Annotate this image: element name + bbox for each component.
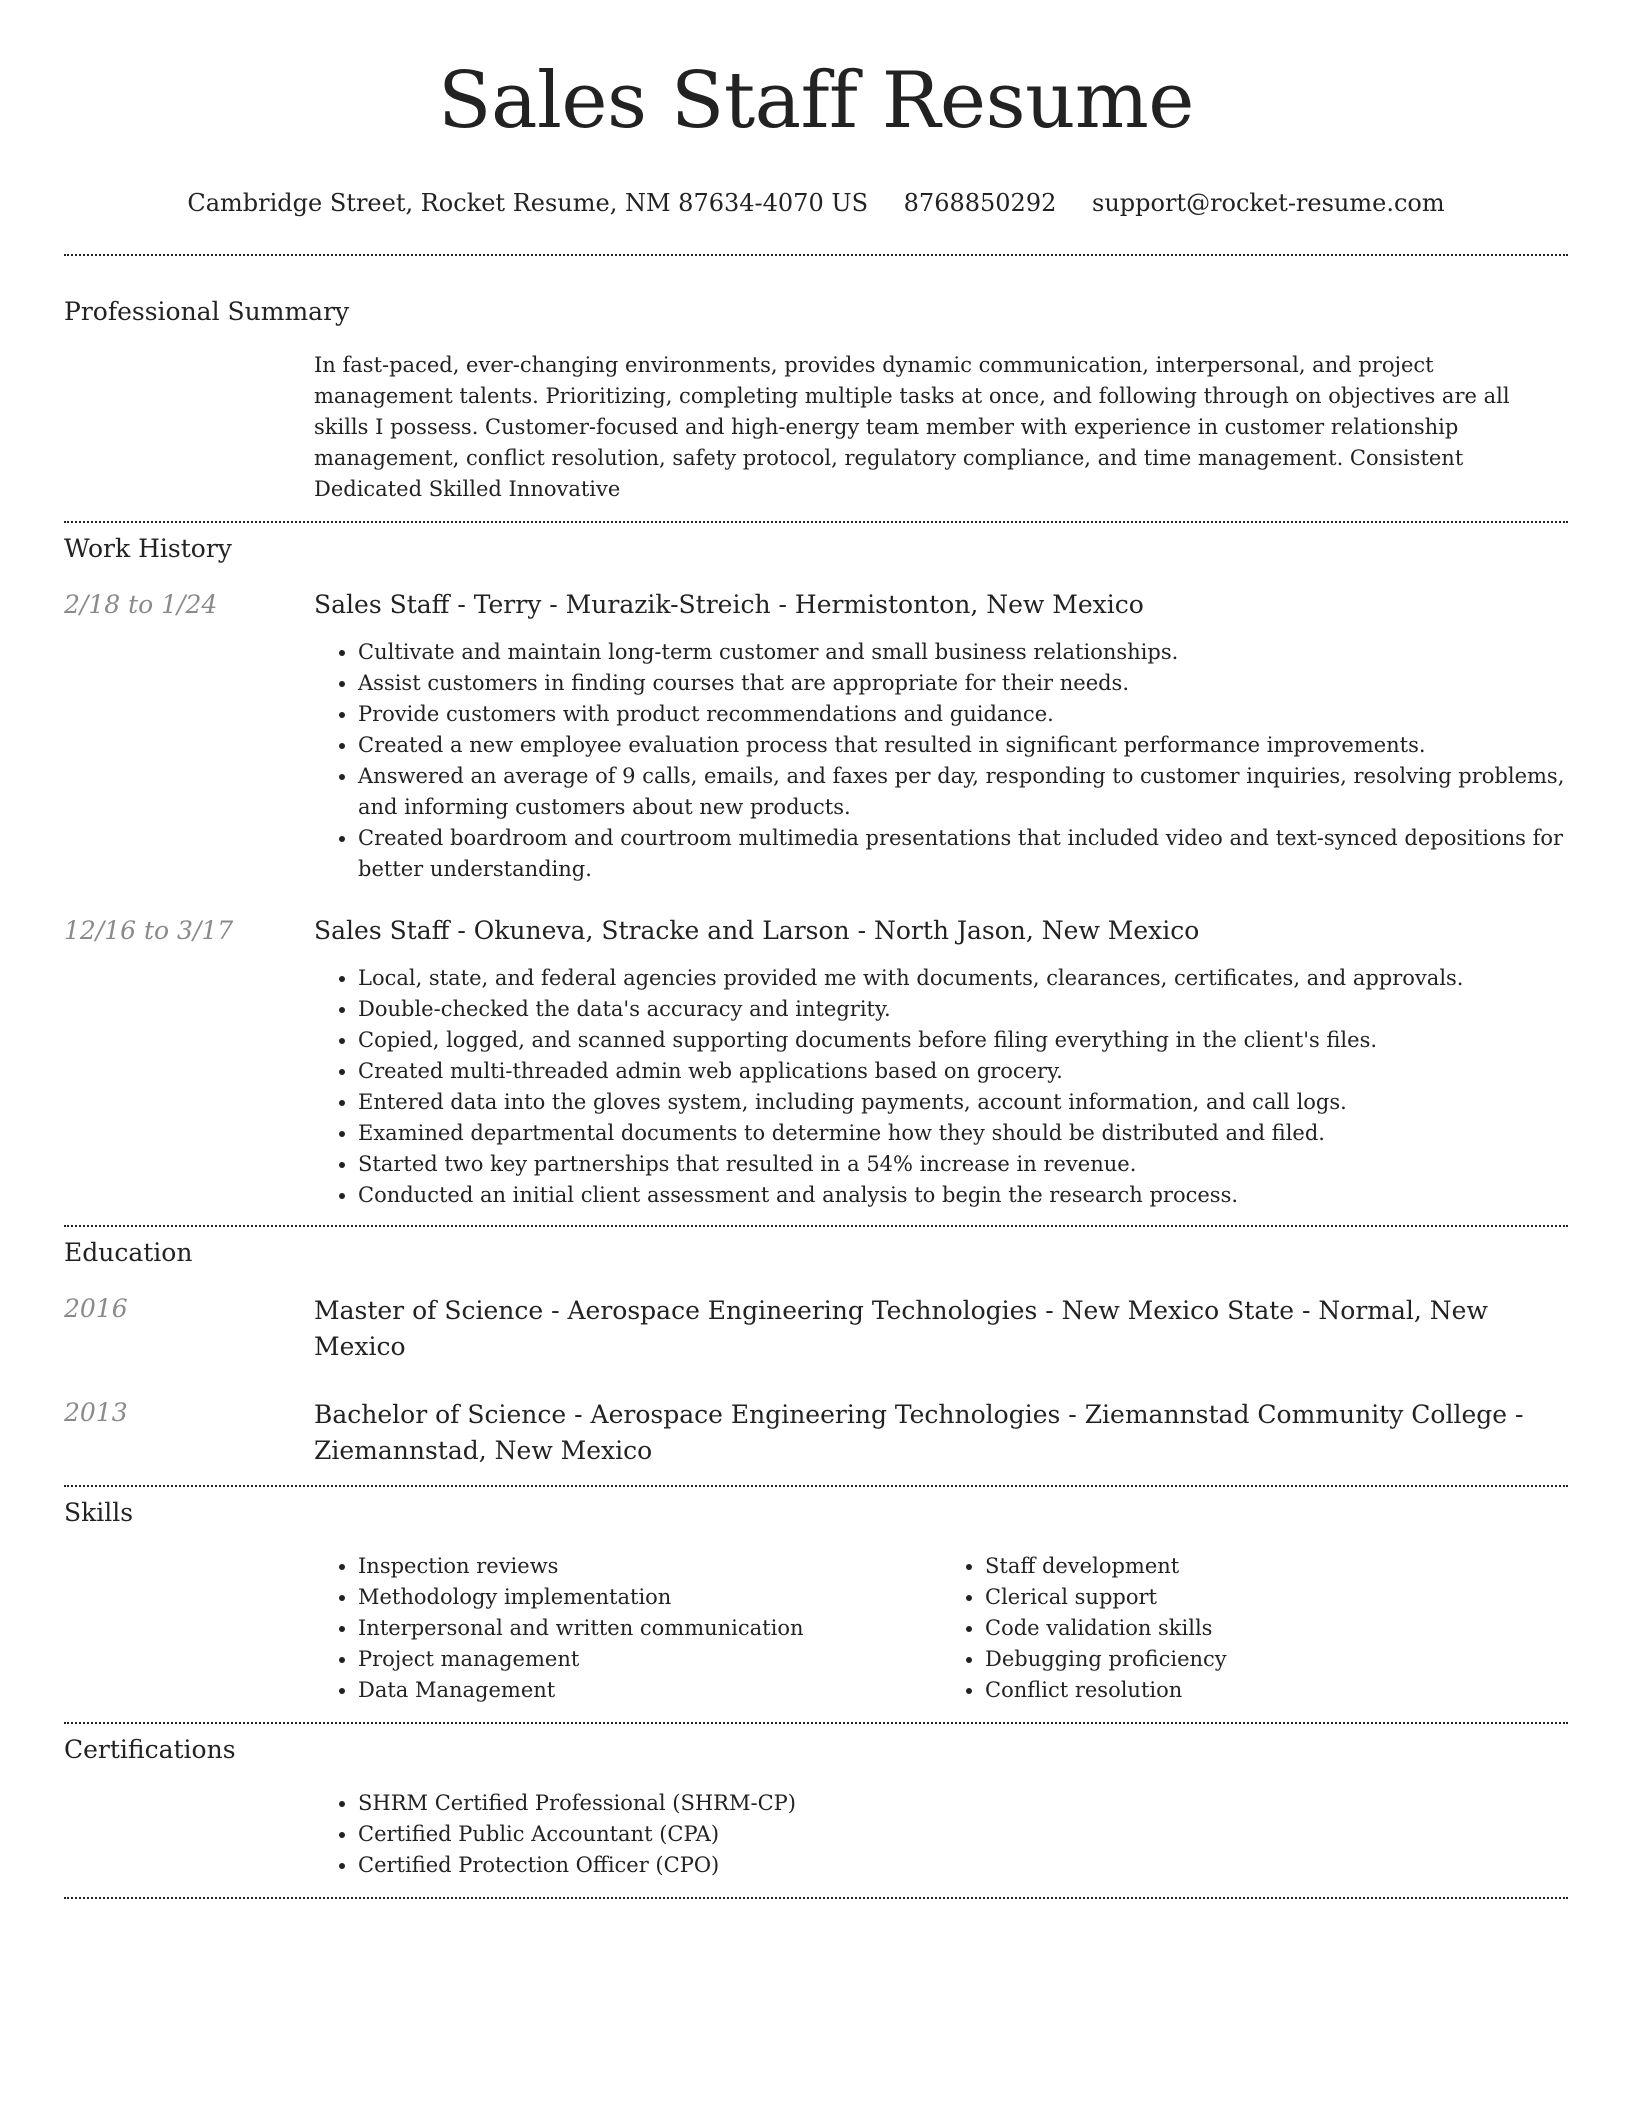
contact-address: Cambridge Street, Rocket Resume, NM 87634-4070 US xyxy=(187,189,869,217)
certifications-list xyxy=(314,1788,1568,1881)
list-item: • Created a new employee evaluation process that resulted in significant performance improvements. xyxy=(358,730,1568,761)
list-item: • Methodology implementation xyxy=(358,1582,941,1613)
education-title: Bachelor of Science - Aerospace Engineering Technologies - Ziemannstad Community College - Ziemannstad, New Mexico xyxy=(314,1400,1524,1465)
list-item: • Certified Public Accountant (CPA) xyxy=(358,1819,1568,1850)
education-year: 2016 xyxy=(64,1294,128,1323)
contact-line xyxy=(64,188,1568,218)
job-dates: 2/18 to 1/24 xyxy=(64,590,218,619)
list-item: • Copied, logged, and scanned supporting documents before filing everything in the client's files. xyxy=(358,1025,1568,1056)
work-section xyxy=(64,523,1568,1211)
certifications-heading: Certifications xyxy=(64,1735,236,1764)
list-item: • Staff development xyxy=(985,1551,1568,1582)
list-item: • Answered an average of 9 calls, emails, and faxes per day, responding to customer inquiries, resolving problems, and informing customers about new products. xyxy=(358,761,1568,823)
education-entry xyxy=(64,1397,1568,1469)
education-title: Master of Science - Aerospace Engineering Technologies - New Mexico State - Normal, New Mexico xyxy=(314,1296,1488,1361)
education-heading: Education xyxy=(64,1238,193,1267)
skills-list-left xyxy=(314,1551,941,1706)
list-item: • Assist customers in finding courses that are appropriate for their needs. xyxy=(358,668,1568,699)
work-heading: Work History xyxy=(64,534,232,563)
job-title: Sales Staff - Okuneva, Stracke and Larson - North Jason, New Mexico xyxy=(314,916,1200,945)
page-title: Sales Staff Resume xyxy=(438,56,1194,146)
list-item: • Examined departmental documents to determine how they should be distributed and filed. xyxy=(358,1118,1568,1149)
certifications-section xyxy=(64,1724,1568,1881)
list-item: • Certified Protection Officer (CPO) xyxy=(358,1850,1568,1881)
list-item: • Code validation skills xyxy=(985,1613,1568,1644)
summary-section xyxy=(64,256,1568,505)
summary-heading: Professional Summary xyxy=(64,297,350,326)
list-item: • Created boardroom and courtroom multimedia presentations that included video and text-synced depositions for better understanding. xyxy=(358,823,1568,885)
job-entry xyxy=(64,589,1568,885)
list-item: • Conflict resolution xyxy=(985,1675,1568,1706)
list-item: • Debugging proficiency xyxy=(985,1644,1568,1675)
education-year: 2013 xyxy=(64,1398,128,1427)
list-item: • Local, state, and federal agencies provided me with documents, clearances, certificates, and approvals. xyxy=(358,963,1568,994)
certifications-divider xyxy=(64,1897,1568,1899)
list-item: • Created multi-threaded admin web applications based on grocery. xyxy=(358,1056,1568,1087)
contact-phone: 8768850292 xyxy=(903,189,1057,217)
list-item: • Project management xyxy=(358,1644,941,1675)
summary-text: In fast-paced, ever-changing environments, provides dynamic communication, interpersonal, and project management talents. Prioritizing, completing multiple tasks at once, and following through on objectives are all skills I possess. Customer-focused and high-energy team member with experience in customer relationship management, conflict resolution, safety protocol, regulatory compliance, and time management. Consistent Dedicated Skilled Innovative xyxy=(314,353,1510,501)
list-item: • Interpersonal and written communication xyxy=(358,1613,941,1644)
job-bullets xyxy=(314,963,1568,1211)
skills-section xyxy=(64,1487,1568,1706)
list-item: • Clerical support xyxy=(985,1582,1568,1613)
education-section xyxy=(64,1227,1568,1469)
list-item: • Provide customers with product recommendations and guidance. xyxy=(358,699,1568,730)
list-item: • Conducted an initial client assessment and analysis to begin the research process. xyxy=(358,1180,1568,1211)
skills-heading: Skills xyxy=(64,1498,134,1527)
list-item: • SHRM Certified Professional (SHRM-CP) xyxy=(358,1788,1568,1819)
skills-list-right xyxy=(941,1551,1568,1706)
job-title: Sales Staff - Terry - Murazik-Streich - Hermistonton, New Mexico xyxy=(314,590,1144,619)
education-entry xyxy=(64,1293,1568,1365)
list-item: • Data Management xyxy=(358,1675,941,1706)
list-item: • Double-checked the data's accuracy and integrity. xyxy=(358,994,1568,1025)
job-bullets xyxy=(314,637,1568,885)
contact-email: support@rocket-resume.com xyxy=(1092,189,1445,217)
list-item: • Started two key partnerships that resulted in a 54% increase in revenue. xyxy=(358,1149,1568,1180)
job-dates: 12/16 to 3/17 xyxy=(64,916,234,945)
list-item: • Cultivate and maintain long-term customer and small business relationships. xyxy=(358,637,1568,668)
job-entry xyxy=(64,915,1568,1211)
list-item: • Inspection reviews xyxy=(358,1551,941,1582)
list-item: • Entered data into the gloves system, including payments, account information, and call logs. xyxy=(358,1087,1568,1118)
